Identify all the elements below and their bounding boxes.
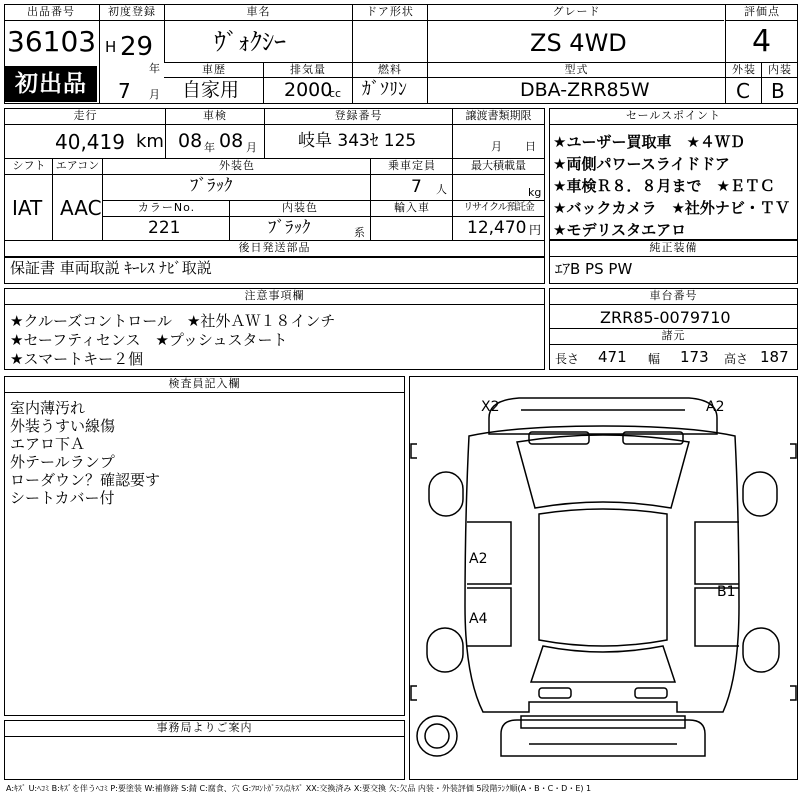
capacity-value: 7 [411, 177, 422, 197]
inspection-year: 08 [178, 130, 203, 152]
score-header: 評価点 [744, 5, 780, 18]
legend-text: A:ｷｽﾞ U:ﾍｺﾐ B:ｷｽﾞを伴うﾍｺﾐ P:要塗装 W:補修跡 S:錆 C:腐食、穴 G:ﾌﾛﾝﾄｶﾞﾗｽ点ｷｽﾞ XX:交換済み X:要交換 欠:欠品 内装・外装評価 5段階ﾗﾝｸ順(A・B・C・D・E) 1 [6, 784, 592, 793]
transfer-day-unit: 日 [525, 140, 536, 153]
note-line: ★クルーズコントロール ★社外ＡＷ１８インチ [10, 312, 336, 330]
inspector-line: エアロ下Ａ [10, 435, 86, 453]
max-load-unit: kg [528, 186, 542, 199]
color-no-header: カラーNo. [137, 201, 196, 214]
int-score: B [771, 79, 785, 103]
inspector-line: 室内薄汚れ [10, 399, 86, 417]
displacement-unit: cc [329, 87, 342, 100]
ext-score: C [736, 79, 750, 103]
shift-header: シフト [12, 159, 46, 172]
capacity-header: 乗車定員 [388, 159, 436, 172]
ext-score-header: 外装 [732, 63, 756, 76]
note-line: ★スマートキー２個 [10, 350, 144, 368]
displacement-header: 排気量 [290, 63, 326, 76]
ext-color-header: 外装色 [219, 159, 255, 172]
sales-point-line: ★両側パワースライドドア [553, 155, 730, 173]
later-parts-value: 保証書 車両取説 ｷｰﾚｽ ﾅﾋﾞ取説 [10, 259, 212, 277]
inspection-year-unit: 年 [204, 141, 215, 154]
inspector-line: 外装うすい線傷 [10, 417, 116, 435]
history-value: 自家用 [182, 79, 240, 101]
mileage-value: 40,419 [55, 130, 125, 154]
inspector-line: ローダウン？確認要す [10, 471, 161, 489]
damage-mark-front-left: X2 [481, 399, 500, 415]
height-label: 高さ [724, 352, 749, 366]
inspector-line: シートカバー付 [10, 489, 115, 507]
sales-point-line: ★ユーザー買取車 ★４ＷＤ [553, 133, 745, 151]
transfer-month-unit: 月 [491, 140, 502, 153]
chassis-value: ZRR85-0079710 [600, 308, 731, 327]
grade-value: ZS 4WD [530, 29, 627, 57]
reg-era: H [105, 38, 117, 56]
later-parts-header: 後日発送部品 [238, 241, 311, 254]
height-value: 187 [760, 348, 789, 366]
damage-mark-right-rear: B1 [717, 584, 736, 600]
first-reg-header: 初度登録 [108, 5, 156, 18]
sales-points-header: セールスポイント [625, 109, 721, 122]
width-label: 幅 [648, 352, 661, 366]
car-name-header: 車名 [246, 5, 271, 18]
shift-value: IAT [12, 196, 43, 220]
recycle-value: 12,470 [467, 218, 527, 238]
import-header: 輸入車 [394, 201, 430, 214]
inspection-month: 08 [219, 130, 244, 152]
model-header: 型式 [564, 63, 589, 76]
plate-value: 岐阜 343ｾ 125 [298, 131, 417, 151]
equipment-value: ｴｱB PS PW [555, 260, 633, 278]
chassis-header: 車台番号 [649, 289, 698, 302]
office-header: 事務局よりご案内 [156, 721, 253, 734]
recycle-header: リサイクル預託金 [463, 202, 534, 213]
recycle-unit: 円 [529, 223, 542, 237]
mileage-unit: km [136, 131, 164, 152]
history-header: 車歴 [202, 63, 226, 76]
door-header: ドア形状 [366, 5, 414, 18]
grade-header: グレード [552, 5, 601, 18]
sales-point-line: ★車検Ｒ８．８月まで ★ＥＴＣ [553, 177, 775, 195]
reg-month-unit: 月 [149, 88, 160, 101]
width-value: 173 [680, 348, 709, 366]
int-color-header: 内装色 [282, 201, 318, 214]
first-listing-badge: 初出品 [5, 66, 97, 102]
lot-header: 出品番号 [27, 5, 75, 18]
equipment-header: 純正装備 [649, 241, 698, 254]
inspection-header: 車検 [203, 109, 227, 122]
color-no-value: 221 [148, 218, 181, 238]
dims-header: 諸元 [661, 329, 686, 342]
int-color-value: ﾌﾞﾗｯｸ [268, 218, 311, 238]
damage-mark-front-right: A2 [706, 399, 725, 415]
reg-year-unit: 年 [149, 62, 160, 75]
displacement-value: 2000 [284, 79, 333, 101]
inspector-header: 検査員記入欄 [168, 377, 241, 390]
int-score-header: 内装 [768, 63, 792, 76]
damage-mark-left-rear-door: A4 [469, 611, 488, 627]
plate-header: 登録番号 [334, 109, 383, 122]
capacity-unit: 人 [436, 183, 447, 196]
note-line: ★セーフティセンス ★プッシュスタート [10, 331, 288, 349]
ac-header: エアコン [55, 159, 100, 172]
ac-value: AAC [60, 196, 102, 220]
int-color-suffix: 系 [354, 226, 365, 239]
notes-header: 注意事項欄 [244, 289, 305, 302]
sales-point-line: ★モデリスタエアロ [553, 221, 687, 239]
length-value: 471 [598, 348, 627, 366]
sales-point-line: ★バックカメラ ★社外ナビ・ＴＶ [553, 199, 790, 217]
fuel-value: ｶﾞｿﾘﾝ [362, 79, 407, 100]
ext-color-value: ﾌﾞﾗｯｸ [190, 176, 233, 196]
transfer-header: 譲渡書類期限 [465, 109, 532, 122]
max-load-header: 最大積載量 [471, 159, 526, 172]
length-label: 長さ [555, 352, 580, 366]
car-name: ｳﾞｫｸｼｰ [214, 28, 286, 56]
reg-month: 7 [118, 79, 131, 103]
score-value: 4 [752, 24, 772, 59]
mileage-header: 走行 [73, 109, 98, 122]
spec-panel-outer [4, 108, 545, 284]
fuel-header: 燃料 [378, 63, 402, 76]
reg-year: 29 [120, 32, 154, 62]
damage-mark-left-front-door: A2 [469, 551, 488, 567]
model-value: DBA-ZRR85W [520, 79, 650, 101]
inspection-month-unit: 月 [246, 141, 257, 154]
lot-number: 36103 [7, 25, 97, 58]
car-diagram [409, 376, 798, 780]
inspector-line: 外テールランプ [10, 453, 115, 471]
